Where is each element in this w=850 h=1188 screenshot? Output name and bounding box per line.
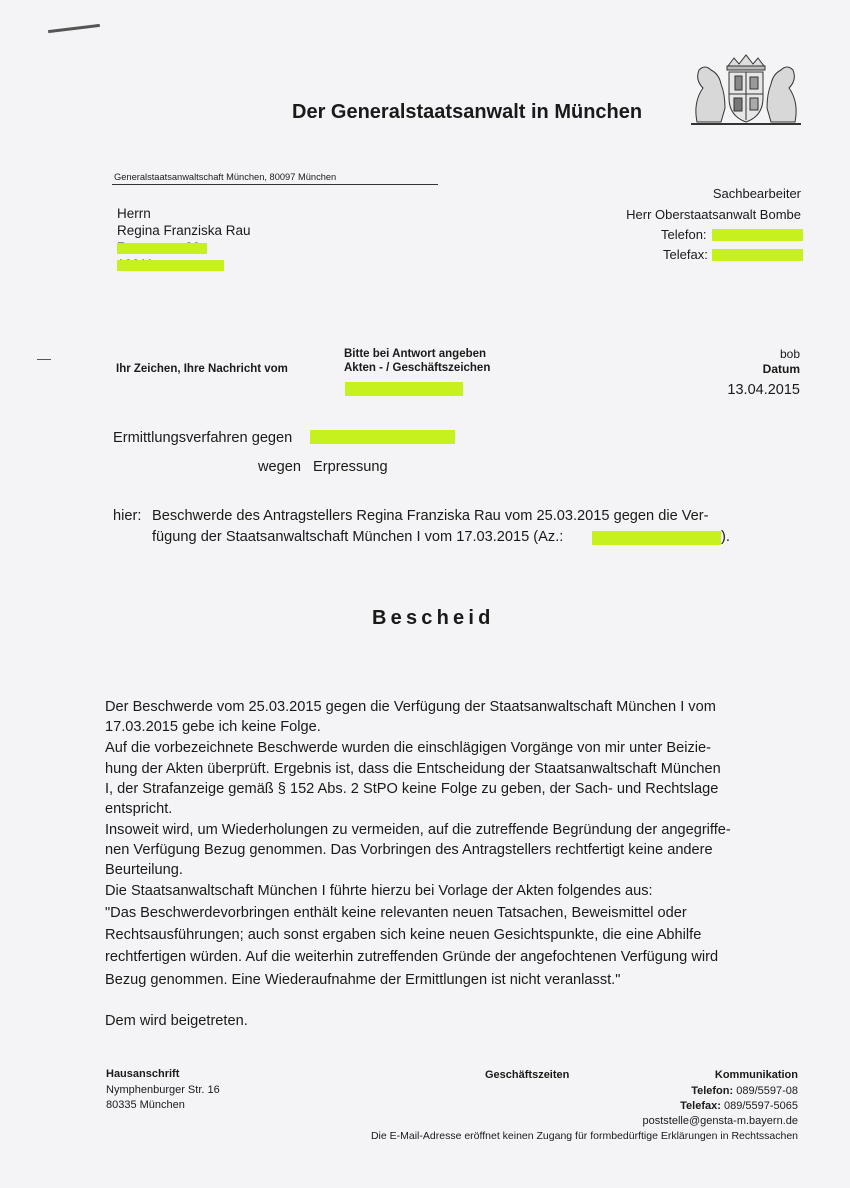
body-line: hung der Akten überprüft. Ergebnis ist, dass die Entscheidung der Staatsanwaltschaft München	[105, 761, 721, 777]
redaction-phone	[712, 229, 803, 241]
footer-address-label: Hausanschrift	[106, 1068, 180, 1080]
footer-address-line-2: 80335 München	[106, 1099, 185, 1111]
hier-label: hier:	[113, 508, 142, 524]
body-line: "Das Beschwerdevorbringen enthält keine relevanten neuen Tatsachen, Beweismittel oder	[105, 905, 687, 921]
footer-email-note: Die E-Mail-Adresse eröffnet keinen Zugang für formbedürftige Erklärungen in Rechtssachen	[370, 1130, 798, 1142]
recipient-salutation: Herrn	[117, 206, 151, 221]
our-reference-label-1: Bitte bei Antwort angeben	[344, 348, 487, 360]
body-line: rechtfertigen würden. Auf die weiterhin zutreffenden Gründe der angefochtenen Verfügung wird	[105, 949, 719, 965]
redaction-fax	[712, 249, 803, 261]
offense: Erpressung	[313, 459, 388, 475]
body-line: Die Staatsanwaltschaft München I führte hierzu bei Vorlage der Akten folgendes aus:	[105, 883, 653, 899]
body-line: Beurteilung.	[105, 862, 183, 878]
body-line: Der Beschwerde vom 25.03.2015 gegen die Verfügung der Staatsanwaltschaft München I vom	[105, 699, 716, 715]
footer-fax-label: Telefax:	[680, 1100, 721, 1112]
body-line: I, der Strafanzeige gemäß § 152 Abs. 2 StPO keine Folge zu geben, der Sach- und Rechtslage	[105, 781, 719, 797]
contact-phone-label: Telefon:	[661, 227, 707, 242]
redaction-az	[592, 531, 721, 545]
body-line: 17.03.2015 gebe ich keine Folge.	[105, 719, 321, 735]
subject-line-1: Beschwerde des Antragstellers Regina Franziska Rau vom 25.03.2015 gegen die Ver-	[152, 508, 709, 524]
our-reference-label-2: Akten - / Geschäftszeichen	[344, 362, 491, 374]
footer-address-line-1: Nymphenburger Str. 16	[106, 1084, 220, 1096]
contact-fax-label: Telefax:	[663, 247, 708, 262]
coat-of-arms-icon	[683, 52, 809, 128]
redaction-accused	[310, 430, 455, 444]
body-line: entspricht.	[105, 801, 173, 817]
sender-return-line: Generalstaatsanwaltschaft München, 80097 München	[114, 172, 337, 182]
body-line: Insoweit wird, um Wiederholungen zu vermeiden, auf die zutreffende Begründung der angegriffe-	[105, 822, 731, 838]
your-reference-label: Ihr Zeichen, Ihre Nachricht vom	[116, 363, 288, 375]
recipient-name: Regina Franziska Rau	[117, 223, 251, 238]
footer-fax: 089/5597-5065	[723, 1100, 798, 1112]
redaction-street	[117, 243, 207, 254]
contact-person: Herr Oberstaatsanwalt Bombe	[626, 207, 801, 222]
document-date: 13.04.2015	[727, 382, 800, 398]
redaction-file-number	[345, 382, 463, 396]
subject-line-2-end: ).	[721, 529, 730, 545]
body-line: nen Verfügung Bezug genommen. Das Vorbringen des Antragstellers rechtfertigt keine andere	[105, 842, 713, 858]
fold-mark	[37, 359, 51, 360]
sender-underline	[112, 184, 438, 185]
footer-phone: 089/5597-08	[736, 1085, 798, 1097]
contact-role-label: Sachbearbeiter	[712, 186, 801, 201]
body-line: Bezug genommen. Eine Wiederaufnahme der Ermittlungen ist nicht veranlasst."	[105, 972, 621, 988]
footer-comm-label: Kommunikation	[714, 1069, 798, 1081]
author-initials: bob	[779, 347, 800, 361]
date-label: Datum	[762, 362, 800, 376]
footer-fax-row	[680, 1100, 798, 1112]
body-line: Dem wird beigetreten.	[105, 1013, 248, 1029]
redaction-city	[117, 260, 224, 271]
authority-title: Der Generalstaatsanwalt in München	[292, 101, 643, 123]
decision-heading: Bescheid	[372, 607, 495, 629]
body-line: Auf die vorbezeichnete Beschwerde wurden die einschlägigen Vorgänge von mir unter Beizie-	[105, 740, 712, 756]
body-line: Rechtsausführungen; auch sonst ergaben sich keine neuen Gesichtspunkte, die eine Abhilfe	[105, 927, 702, 943]
subject-line-2-start: fügung der Staatsanwaltschaft München I vom 17.03.2015 (Az.:	[152, 529, 564, 545]
footer-phone-label: Telefon:	[691, 1085, 734, 1097]
pen-mark	[48, 24, 100, 33]
footer-hours-label: Geschäftszeiten	[485, 1069, 570, 1081]
footer-email: poststelle@gensta-m.bayern.de	[642, 1115, 798, 1127]
proceeding-label: Ermittlungsverfahren gegen	[113, 430, 293, 446]
footer-phone-row	[691, 1085, 798, 1097]
wegen-label: wegen	[258, 459, 302, 475]
